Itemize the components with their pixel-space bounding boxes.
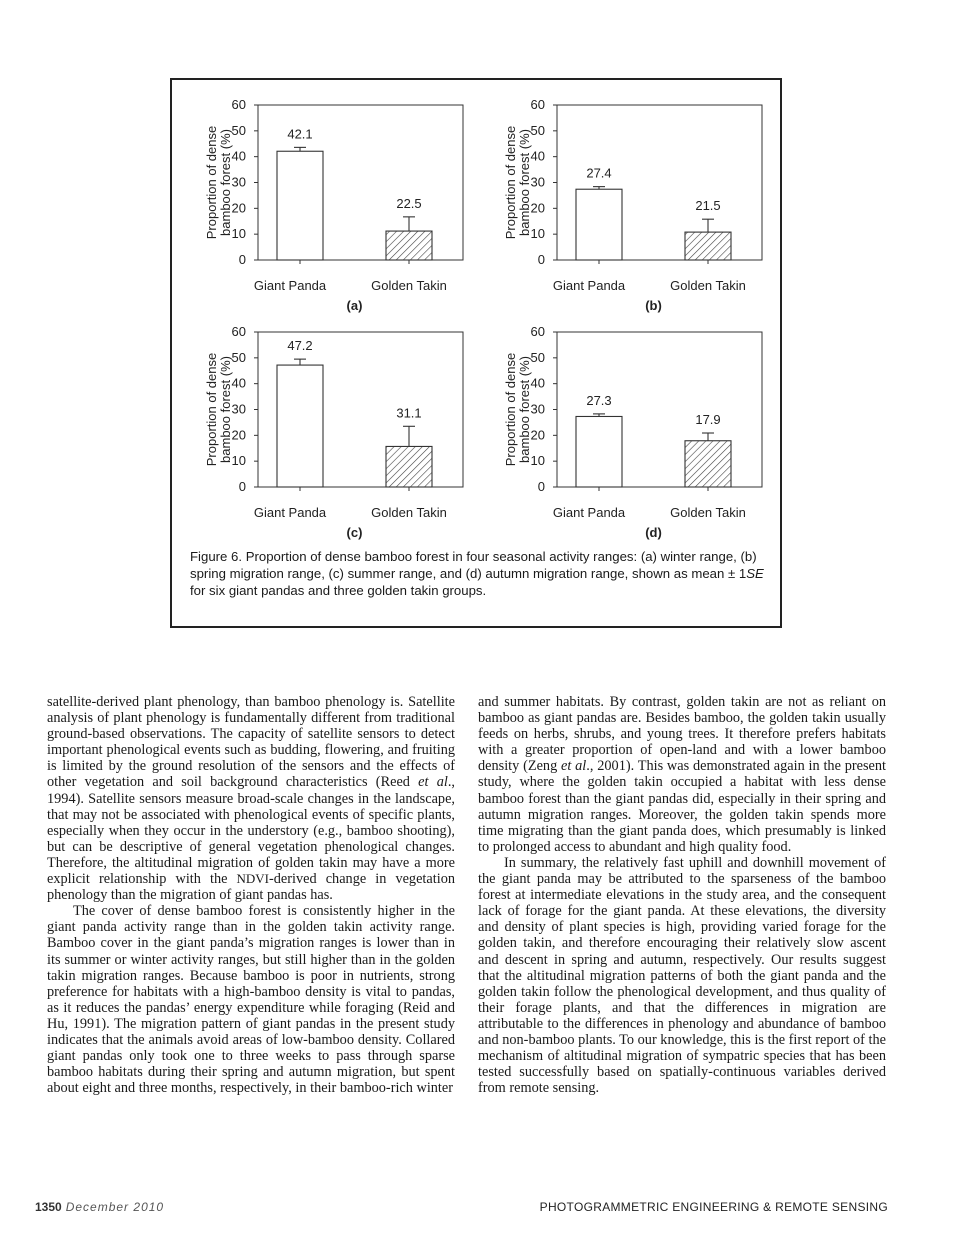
- category-label: Golden Takin: [371, 505, 447, 520]
- bar: [277, 365, 323, 487]
- panel-label: (b): [645, 298, 662, 313]
- journal-name: PHOTOGRAMMETRIC ENGINEERING & REMOTE SENSING: [539, 1200, 888, 1214]
- data-label: 47.2: [287, 338, 313, 354]
- text-run: satellite-derived plant phenology, than bamboo phenology is. Satellite analysis of plant phenology is fundamentally different from traditional ground-based observations. The capacity of satellite sensors to detect important phenological events such as budding, flowering, and fruiting is limited by the ground resolution of the sensors and the effects of other vegetation and soil background characteristics (Reed: [47, 694, 455, 791]
- y-tick-label: 60: [231, 97, 246, 112]
- text-run: ., 2001). This was demonstrated again in the present study, where the golden takin occupied a habitat with less dense bamboo forest than the giant pandas did, especially in their spring and autumn migration ranges. Moreover, the golden takin spends more time migrating than the giant panda does, which presumably is linked to prolonged access to abundant and high quality food.: [478, 758, 887, 855]
- bar: [277, 151, 323, 260]
- y-axis-label: [204, 126, 233, 239]
- y-tick-label: 20: [231, 200, 246, 216]
- bar-chart-c: [188, 324, 488, 559]
- page-footer-left: [35, 1200, 164, 1214]
- bar: [576, 416, 622, 487]
- y-tick-label: 50: [530, 122, 545, 138]
- y-tick-label: 10: [530, 453, 545, 469]
- y-axis-label-line: bamboo forest (%): [218, 356, 233, 463]
- y-tick-label: 30: [530, 401, 545, 417]
- bar: [386, 446, 432, 487]
- y-tick-label: 60: [530, 97, 545, 112]
- issue-date: December 2010: [65, 1200, 165, 1214]
- y-axis-label: [503, 353, 532, 466]
- chart-panel-c: [188, 324, 488, 559]
- caption-suffix: for six giant pandas and three golden takin groups.: [190, 583, 487, 598]
- y-axis-label-line: bamboo forest (%): [517, 356, 532, 463]
- y-tick-label: 40: [530, 375, 545, 391]
- y-tick-label: 50: [231, 349, 246, 365]
- category-label: Giant Panda: [253, 278, 327, 293]
- data-label: 22.5: [396, 195, 422, 211]
- y-tick-label: 30: [530, 174, 545, 190]
- y-tick-label: 50: [231, 122, 246, 138]
- chart-panel-b: [487, 97, 787, 332]
- panel-label: (a): [346, 298, 363, 313]
- y-tick-label: 0: [238, 479, 246, 494]
- y-axis-label-line: Proportion of dense: [204, 352, 219, 467]
- bar: [685, 232, 731, 260]
- caption-se: SE: [746, 566, 764, 581]
- y-axis-label-line: bamboo forest (%): [517, 129, 532, 236]
- panel-label: (c): [346, 525, 363, 540]
- y-tick-label: 40: [231, 148, 246, 164]
- text-acronym: NDVI: [236, 871, 270, 887]
- text-italic: et al: [418, 774, 448, 791]
- y-axis-label-line: Proportion of dense: [503, 352, 518, 467]
- y-tick-label: 30: [231, 401, 246, 417]
- y-tick-label: 10: [231, 453, 246, 469]
- y-tick-label: 10: [231, 226, 246, 242]
- data-label: 42.1: [287, 126, 313, 142]
- y-tick-label: 0: [537, 479, 545, 494]
- data-label: 17.9: [695, 412, 721, 428]
- bar-chart-d: [487, 324, 787, 559]
- y-tick-label: 40: [530, 148, 545, 164]
- data-label: 31.1: [396, 405, 422, 421]
- text-italic: et al: [561, 758, 587, 775]
- bar-chart-a: [188, 97, 488, 332]
- category-label: Giant Panda: [253, 505, 327, 520]
- y-tick-label: 20: [231, 427, 246, 443]
- figure-caption: [190, 548, 765, 599]
- y-tick-label: 20: [530, 427, 545, 443]
- text-run: -derived change in vegetation phenology than the migration of giant pandas has.: [47, 871, 455, 904]
- panel-label: (d): [645, 525, 662, 540]
- caption-text: Figure 6. Proportion of dense bamboo forest in four seasonal activity ranges: (a) winter range, (b) spring migration range, (c) summer range, and (d) autumn migration range, shown as mean: [190, 549, 757, 581]
- y-tick-label: 10: [530, 226, 545, 242]
- y-axis-label-line: Proportion of dense: [503, 125, 518, 240]
- category-label: Golden Takin: [371, 278, 447, 293]
- bar: [386, 231, 432, 260]
- text-run: and summer habitats. By contrast, golden takin are not as reliant on bamboo as giant pandas are. Besides bamboo, the golden takin usually feeds on herbs, shrubs, and young trees. It therefore prefers habitats with a greater proportion of open-land and with a lower bamboo density (Zeng: [478, 694, 886, 775]
- bar-chart-b: [487, 97, 787, 332]
- y-tick-label: 20: [530, 200, 545, 216]
- paragraph: [478, 694, 886, 855]
- data-label: 27.3: [586, 392, 612, 408]
- paragraph: The cover of dense bamboo forest is consistently higher in the giant panda activity range than in the golden takin activity range. Bamboo cover in the giant panda’s migration ranges is lower than in its summer or winter activity ranges, but still higher than in the golden takin migration ranges. Because bamboo is poor in nutrients, strong preference for habitats with a high-bamboo density is vital to pandas, as it reduces the pandas’ energy expenditure while foraging (Reid and Hu, 1991). The migration pattern of giant pandas in the present study indicates that the animals avoid areas of low-bamboo density. Collared giant pandas only took one to three weeks to pass through sparse bamboo habitats during their spring and autumn migration, but spent about eight and three months, respectively, in their bamboo-rich winter: [47, 903, 455, 1097]
- body-column-right: [478, 694, 886, 1096]
- y-tick-label: 60: [231, 324, 246, 339]
- y-axis-label-line: bamboo forest (%): [218, 129, 233, 236]
- y-tick-label: 0: [238, 252, 246, 267]
- text-run: ., 1994). Satellite sensors measure broad-scale changes in the landscape, that may not be associated with phenological events of specific plants, especially when they occur in the understory (e.g., bamboo shooting), but can be descriptive of general vegetation phenological changes. Therefore, the altitudinal migration of golden takin may have a more explicit relationship with the: [47, 774, 455, 888]
- paragraph: In summary, the relatively fast uphill and downhill movement of the giant panda may be attributed to the sparseness of the bamboo forest at intermediate elevations in the study area, and the consequent lack of forage for the giant panda. At these elevations, the diversity and density of plant species is high, providing varied forage for the golden takin, and therefore encouraging their relatively slow ascent and descent in spring and autumn, respectively. Our results suggest that the altitudinal migration patterns of both the giant panda and the golden takin follow the phenological development, and thus quality of their forage plants, and that the differences in migration are attributable to the differences in phenology and abundance of bamboo and non-bamboo plants. To our knowledge, this is the first report of the mechanism of altitudinal migration of sympatric species that has been tested successfully based on spatially-continuous variables derived from remote sensing.: [478, 854, 886, 1097]
- y-tick-label: 50: [530, 349, 545, 365]
- caption-plus-minus: ± 1: [728, 566, 747, 581]
- page-number: 1350: [35, 1200, 62, 1214]
- y-tick-label: 0: [537, 252, 545, 267]
- y-axis-label: [503, 126, 532, 239]
- y-axis-label-line: Proportion of dense: [204, 125, 219, 240]
- y-axis-label: [204, 353, 233, 466]
- y-tick-label: 60: [530, 324, 545, 339]
- bar: [576, 189, 622, 260]
- category-label: Golden Takin: [670, 505, 746, 520]
- y-tick-label: 40: [231, 375, 246, 391]
- paragraph: [47, 694, 455, 903]
- figure-6: [170, 78, 782, 628]
- category-label: Giant Panda: [552, 505, 626, 520]
- category-label: Golden Takin: [670, 278, 746, 293]
- data-label: 21.5: [695, 198, 721, 214]
- y-tick-label: 30: [231, 174, 246, 190]
- chart-panel-a: [188, 97, 488, 332]
- bar: [685, 441, 731, 487]
- data-label: 27.4: [586, 165, 612, 181]
- category-label: Giant Panda: [552, 278, 626, 293]
- body-column-left: [47, 694, 455, 1096]
- chart-panel-d: [487, 324, 787, 559]
